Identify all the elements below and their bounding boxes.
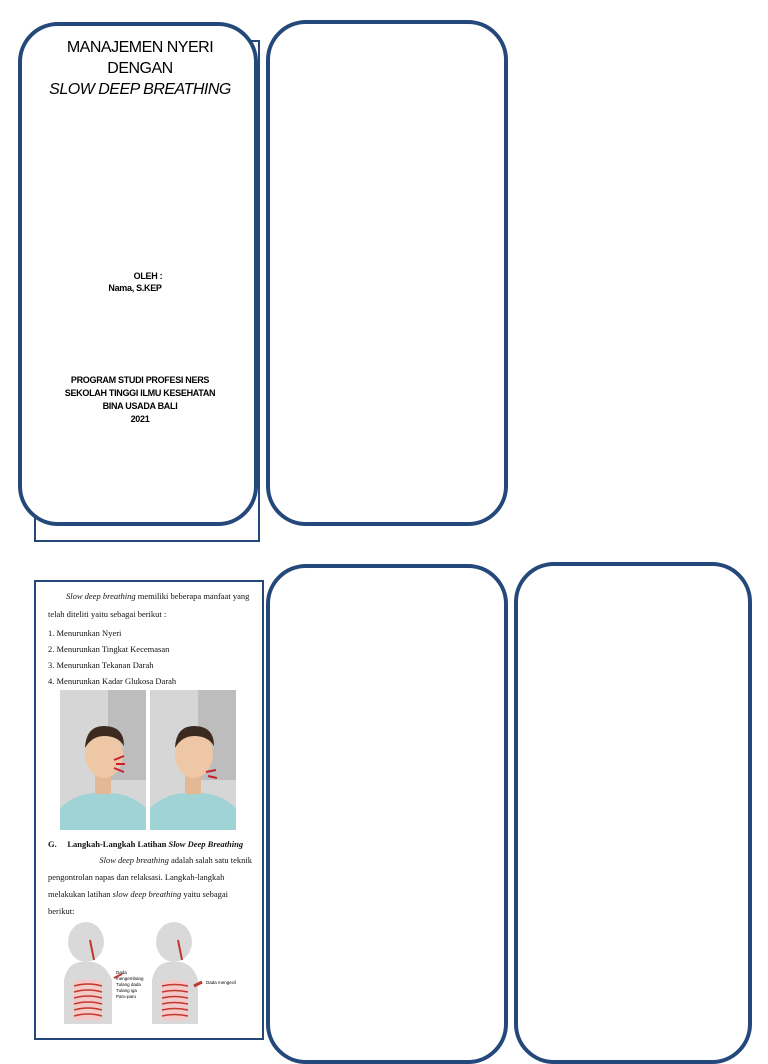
cover-program: PROGRAM STUDI PROFESI NERS: [70, 375, 210, 385]
diagram-label-tulang-dada: Tulang dada: [116, 982, 141, 987]
section-g-line3: [48, 886, 252, 903]
section-g-line2: pengontrolan napas dan relaksasi. Langkah-langkah: [48, 872, 225, 882]
section-g-line3-b: yaitu sebagai: [181, 889, 229, 899]
section-g-heading-prefix: G. Langkah-Langkah Latihan: [48, 839, 169, 849]
cover-oleh: OLEH :: [133, 271, 163, 281]
breathing-photo-inhale: [60, 690, 146, 830]
benefit-item-3: 3. Menurunkan Tekanan Darah: [48, 660, 154, 670]
benefits-intro-rest: memiliki beberapa manfaat yang: [135, 591, 250, 601]
cover-title-line3: SLOW DEEP BREATHING: [49, 81, 231, 98]
section-g-paragraph: [48, 852, 252, 920]
diagram-label-dada: Dada: [116, 970, 127, 975]
section-g-heading-italic: Slow Deep Breathing: [168, 839, 244, 849]
cover-title-line1: MANAJEMEN NYERI: [66, 39, 214, 56]
benefits-intro: [48, 588, 256, 605]
diagram-label-dada-mengecil: Dada mengecil: [206, 980, 237, 985]
benefits-intro-italic: Slow deep breathing: [66, 591, 136, 601]
section-g-p-italic: Slow deep breathing: [99, 855, 169, 865]
benefits-intro-line2: telah diteliti yaitu sebagai berikut :: [48, 609, 167, 619]
empty-panel-top: [266, 20, 508, 526]
breathing-photo-exhale: [150, 690, 236, 830]
section-g-line1: [48, 852, 252, 869]
diagram-label-mengembang: mengembang: [116, 976, 144, 981]
cover-author: Nama, S.KEP: [108, 283, 162, 293]
cover-campus: BINA USADA BALI: [102, 401, 178, 411]
cover-title-line2: DENGAN: [107, 60, 173, 77]
benefit-item-1: 1. Menurunkan Nyeri: [48, 628, 122, 638]
benefit-item-2: 2. Menurunkan Tingkat Kecemasan: [48, 644, 170, 654]
diagram-label-paru-paru: Paru-paru: [116, 994, 137, 999]
cover-year: 2021: [130, 414, 150, 424]
section-g-line4: berikut:: [48, 906, 75, 916]
cover-school: SEKOLAH TINGGI ILMU KESEHATAN: [64, 388, 216, 398]
section-g-p-rest1: adalah salah satu teknik: [168, 855, 252, 865]
section-g-line3-italic: slow deep breathing: [112, 889, 182, 899]
breathing-anatomy-diagram: [56, 920, 246, 1024]
section-g-line3-a: melakukan latihan: [48, 889, 113, 899]
empty-panel-bottom-right: [514, 562, 752, 1064]
empty-panel-bottom-middle: [266, 564, 508, 1064]
diagram-left-labels: [116, 970, 144, 1000]
benefit-item-4: 4. Menurunkan Kadar Glukosa Darah: [48, 676, 177, 686]
diagram-label-tulang-iga: Tulang iga: [116, 988, 137, 993]
section-g-heading: [48, 836, 243, 853]
